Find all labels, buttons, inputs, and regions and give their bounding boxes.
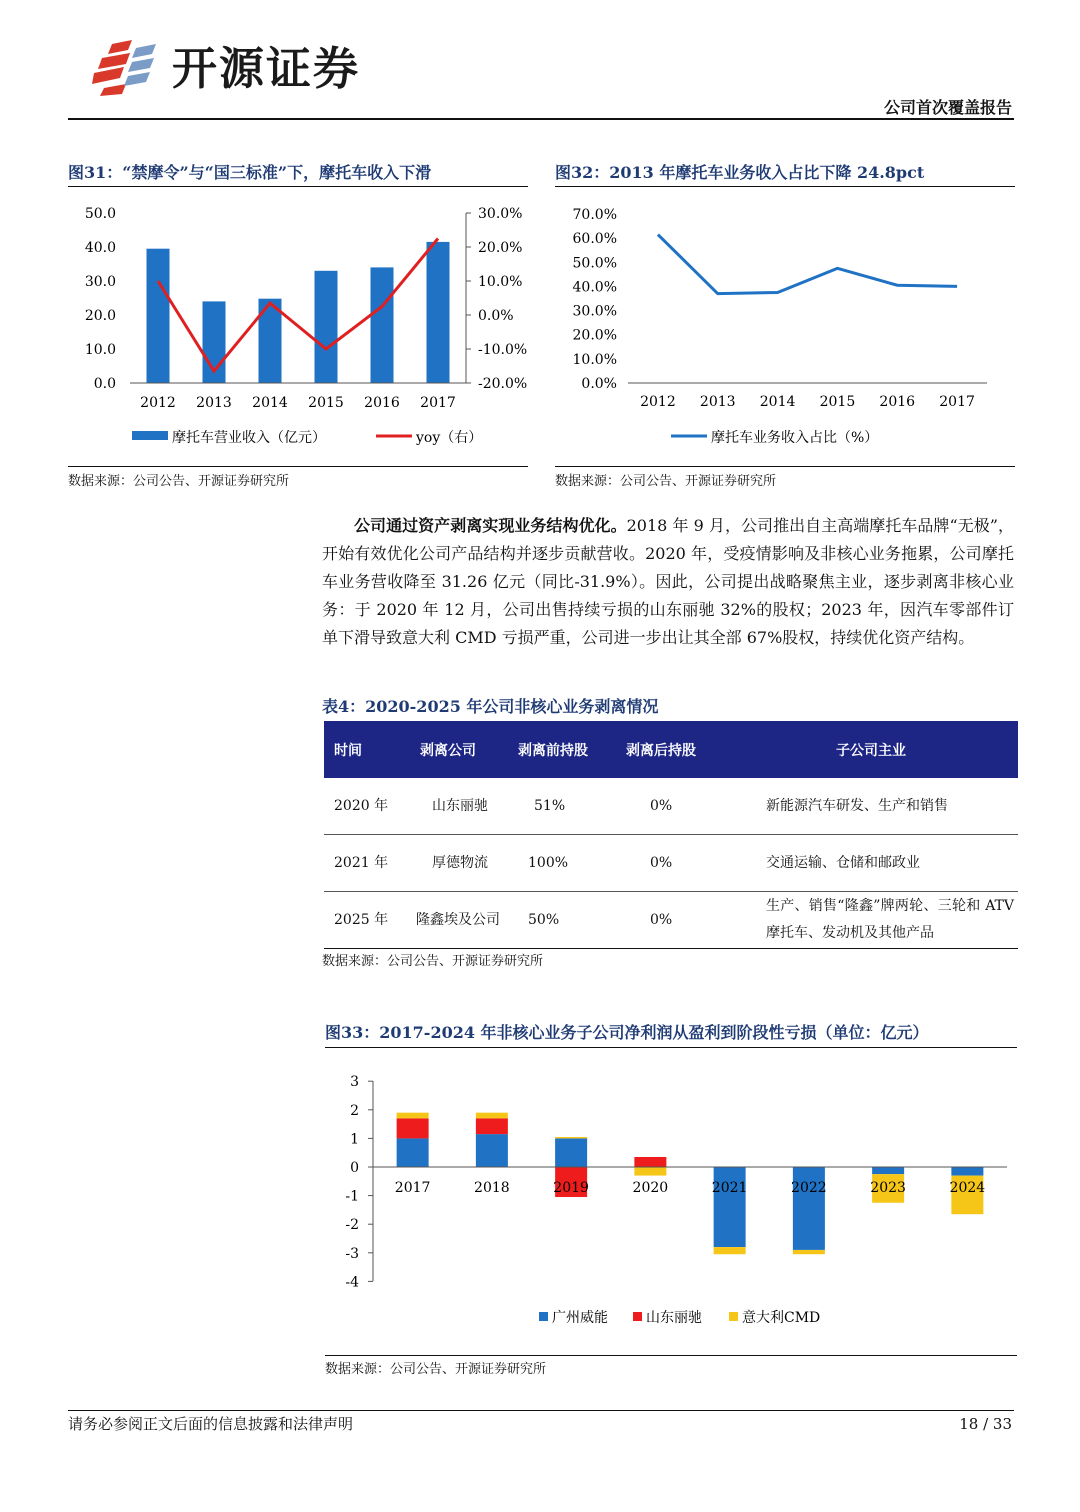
fig33-bar-segment [476, 1113, 508, 1119]
fig33-bar-segment [951, 1167, 983, 1176]
divestiture-table [324, 721, 1018, 949]
cell-business: 生产、销售“隆鑫”牌两轮、三轮和 ATV 摩托车、发动机及其他产品 [724, 892, 1018, 949]
fig32-y-tick: 50.0% [572, 255, 617, 272]
table-header-company: 剥离公司 [410, 721, 508, 778]
fig31-bar [147, 249, 170, 383]
fig31-left-tick: 50.0 [84, 206, 116, 222]
fig31-yoy-line [158, 239, 438, 372]
header-divider [68, 118, 1014, 120]
fig31-right-tick: 20.0% [478, 240, 523, 256]
fig33-bar-segment [397, 1113, 429, 1119]
fig32-x-tick: 2014 [759, 394, 796, 410]
fig33-chart [325, 1060, 1017, 1350]
table-header-after: 剥离后持股 [616, 721, 724, 778]
fig31-x-tick: 2012 [140, 395, 176, 411]
fig33-x-tick: 2019 [553, 1180, 589, 1196]
fig33-bar-segment [555, 1137, 587, 1138]
fig31-bar [315, 271, 338, 383]
fig32-y-tick: 40.0% [572, 279, 617, 296]
body-paragraph [322, 512, 1014, 652]
cell-company: 隆鑫埃及公司 [410, 892, 508, 949]
fig31-right-tick: 10.0% [478, 274, 523, 290]
fig31-x-tick: 2016 [364, 395, 400, 411]
fig33-bar-segment [476, 1134, 508, 1167]
fig33-bar-segment [872, 1167, 904, 1174]
fig32-y-tick: 20.0% [572, 327, 617, 344]
table-row [324, 892, 1018, 949]
table-header-before: 剥离前持股 [508, 721, 616, 778]
fig33-y-tick: -2 [345, 1217, 359, 1234]
table4-title: 表4：2020-2025 年公司非核心业务剥离情况 [322, 697, 659, 716]
fig32-x-tick: 2016 [879, 394, 916, 410]
fig31-x-tick: 2017 [420, 395, 456, 411]
table-header-row [324, 721, 1018, 778]
cell-year: 2020 年 [324, 778, 410, 835]
fig31-right-tick: 30.0% [478, 206, 523, 222]
fig33-bar-segment [634, 1157, 666, 1167]
fig31-x-tick: 2014 [252, 395, 288, 411]
fig33-bar-segment [397, 1138, 429, 1167]
fig33-bar-segment [714, 1247, 746, 1254]
fig33-y-tick: -1 [345, 1188, 359, 1205]
brand-name: 开源证券 [172, 42, 361, 95]
fig33-y-tick: 0 [350, 1160, 359, 1176]
fig33-x-tick: 2022 [791, 1180, 827, 1196]
cell-before: 50% [508, 892, 616, 949]
fig33-y-tick: 2 [350, 1102, 359, 1119]
fig31-chart [68, 196, 528, 456]
fig33-legend-label: 山东丽驰 [646, 1310, 702, 1326]
fig31-left-tick: 30.0 [84, 274, 116, 290]
fig32-y-tick: 60.0% [572, 231, 617, 248]
fig33-y-tick: -4 [345, 1274, 359, 1291]
fig31-bar [371, 267, 394, 383]
fig31-title-rule [68, 186, 528, 187]
fig32-source: 数据来源：公司公告、开源证券研究所 [555, 474, 777, 489]
fig32-chart [555, 196, 1015, 456]
fig32-x-tick: 2012 [640, 394, 676, 410]
fig33-bottom-rule [325, 1355, 1017, 1356]
fig33-title-rule [325, 1047, 1017, 1048]
fig31-right-tick: -20.0% [478, 376, 528, 392]
fig32-x-tick: 2013 [699, 394, 736, 410]
fig33-bar-segment [634, 1167, 666, 1176]
cell-after: 0% [616, 835, 724, 892]
fig33-legend-label: 广州威能 [552, 1310, 608, 1326]
paragraph-lead: 公司通过资产剥离实现业务结构优化。 [354, 516, 627, 535]
fig32-share-line [658, 235, 957, 294]
cell-after: 0% [616, 778, 724, 835]
fig31-left-tick: 10.0 [84, 342, 116, 358]
fig33-x-tick: 2021 [711, 1180, 748, 1196]
table-header-year: 时间 [324, 721, 410, 778]
fig31-source: 数据来源：公司公告、开源证券研究所 [68, 474, 290, 489]
fig31-legend-bar-swatch [132, 431, 168, 440]
fig31-left-tick: 20.0 [84, 308, 116, 324]
report-type: 公司首次覆盖报告 [883, 98, 1012, 117]
cell-after: 0% [616, 892, 724, 949]
fig31-right-tick: 0.0% [478, 308, 514, 324]
table-header-business: 子公司主业 [724, 721, 1018, 778]
table-row [324, 778, 1018, 835]
footer-disclaimer: 请务必参阅正文后面的信息披露和法律声明 [68, 1415, 354, 1433]
fig32-y-tick: 30.0% [572, 303, 617, 320]
cell-company: 厚德物流 [410, 835, 508, 892]
cell-year: 2021 年 [324, 835, 410, 892]
fig32-x-tick: 2015 [819, 394, 856, 410]
cell-business: 交通运输、仓储和邮政业 [724, 835, 1018, 892]
fig33-legend-swatch [633, 1312, 642, 1321]
company-logo-icon [92, 40, 158, 96]
fig33-x-tick: 2020 [632, 1180, 669, 1196]
fig33-bar-segment [793, 1250, 825, 1254]
fig31-x-tick: 2013 [196, 395, 232, 411]
footer-divider [68, 1410, 1014, 1411]
fig32-x-tick: 2017 [939, 394, 975, 410]
fig33-bar-segment [476, 1118, 508, 1134]
fig32-legend-label: 摩托车业务收入占比（%） [711, 430, 879, 446]
fig32-y-tick: 0.0% [581, 376, 617, 392]
fig31-bar [427, 242, 450, 383]
fig33-title: 图33：2017-2024 年非核心业务子公司净利润从盈利到阶段性亏损（单位：亿元） [325, 1023, 929, 1042]
table4-source: 数据来源：公司公告、开源证券研究所 [322, 954, 544, 969]
fig33-x-tick: 2017 [394, 1180, 431, 1196]
fig33-x-tick: 2018 [474, 1180, 510, 1196]
fig33-legend-swatch [729, 1312, 738, 1321]
fig33-x-tick: 2023 [870, 1180, 906, 1196]
fig33-bar-segment [555, 1138, 587, 1167]
fig31-left-tick: 40.0 [84, 240, 116, 256]
fig31-title: 图31：“禁摩令”与“国三标准”下，摩托车收入下滑 [68, 163, 432, 182]
fig33-x-tick: 2024 [949, 1180, 986, 1196]
fig31-x-tick: 2015 [308, 395, 344, 411]
fig31-legend-line-label: yoy（右） [416, 430, 483, 446]
fig33-y-tick: -3 [345, 1245, 359, 1262]
cell-before: 100% [508, 835, 616, 892]
paragraph-body: 2018 年 9 月，公司推出自主高端摩托车品牌“无极”，开始有效优化公司产品结构并逐步贡献营收。2020 年，受疫情影响及非核心业务拖累，公司摩托车业务营收降至 31.26 亿元（同比-31.9%）。因此，公司提出战略聚焦主业，逐步剥离非核心业务：于 2020 年 12 月，公司出售持续亏损的山东丽驰 32%的股权；2023 年，因汽车零部件订单下滑导致意大利 CMD 亏损严重，公司进一步出让其全部 67%股权，持续优化资产结构。 [322, 516, 1014, 647]
fig33-y-tick: 3 [350, 1074, 359, 1091]
fig33-bar-segment [397, 1118, 429, 1138]
fig33-legend-label: 意大利CMD [742, 1310, 821, 1326]
fig33-bar-segment [711, 1167, 748, 1247]
cell-business: 新能源汽车研发、生产和销售 [724, 778, 1018, 835]
fig31-right-tick: -10.0% [478, 342, 528, 358]
cell-before: 51% [508, 778, 616, 835]
table-row [324, 835, 1018, 892]
fig31-left-tick: 0.0 [93, 376, 116, 392]
cell-year: 2025 年 [324, 892, 410, 949]
fig32-bottom-rule [555, 466, 1015, 467]
fig33-legend-swatch [539, 1312, 548, 1321]
cell-company: 山东丽驰 [410, 778, 508, 835]
fig33-y-tick: 1 [350, 1131, 359, 1148]
fig33-source: 数据来源：公司公告、开源证券研究所 [325, 1362, 547, 1377]
fig31-legend-bar-label: 摩托车营业收入（亿元） [172, 430, 326, 446]
page-number: 18 / 33 [959, 1415, 1012, 1433]
fig32-title-rule [555, 186, 1015, 187]
fig31-bottom-rule [68, 466, 528, 467]
fig32-y-tick: 70.0% [572, 207, 617, 223]
fig32-y-tick: 10.0% [572, 351, 617, 368]
fig32-title: 图32：2013 年摩托车业务收入占比下降 24.8pct [555, 163, 925, 182]
